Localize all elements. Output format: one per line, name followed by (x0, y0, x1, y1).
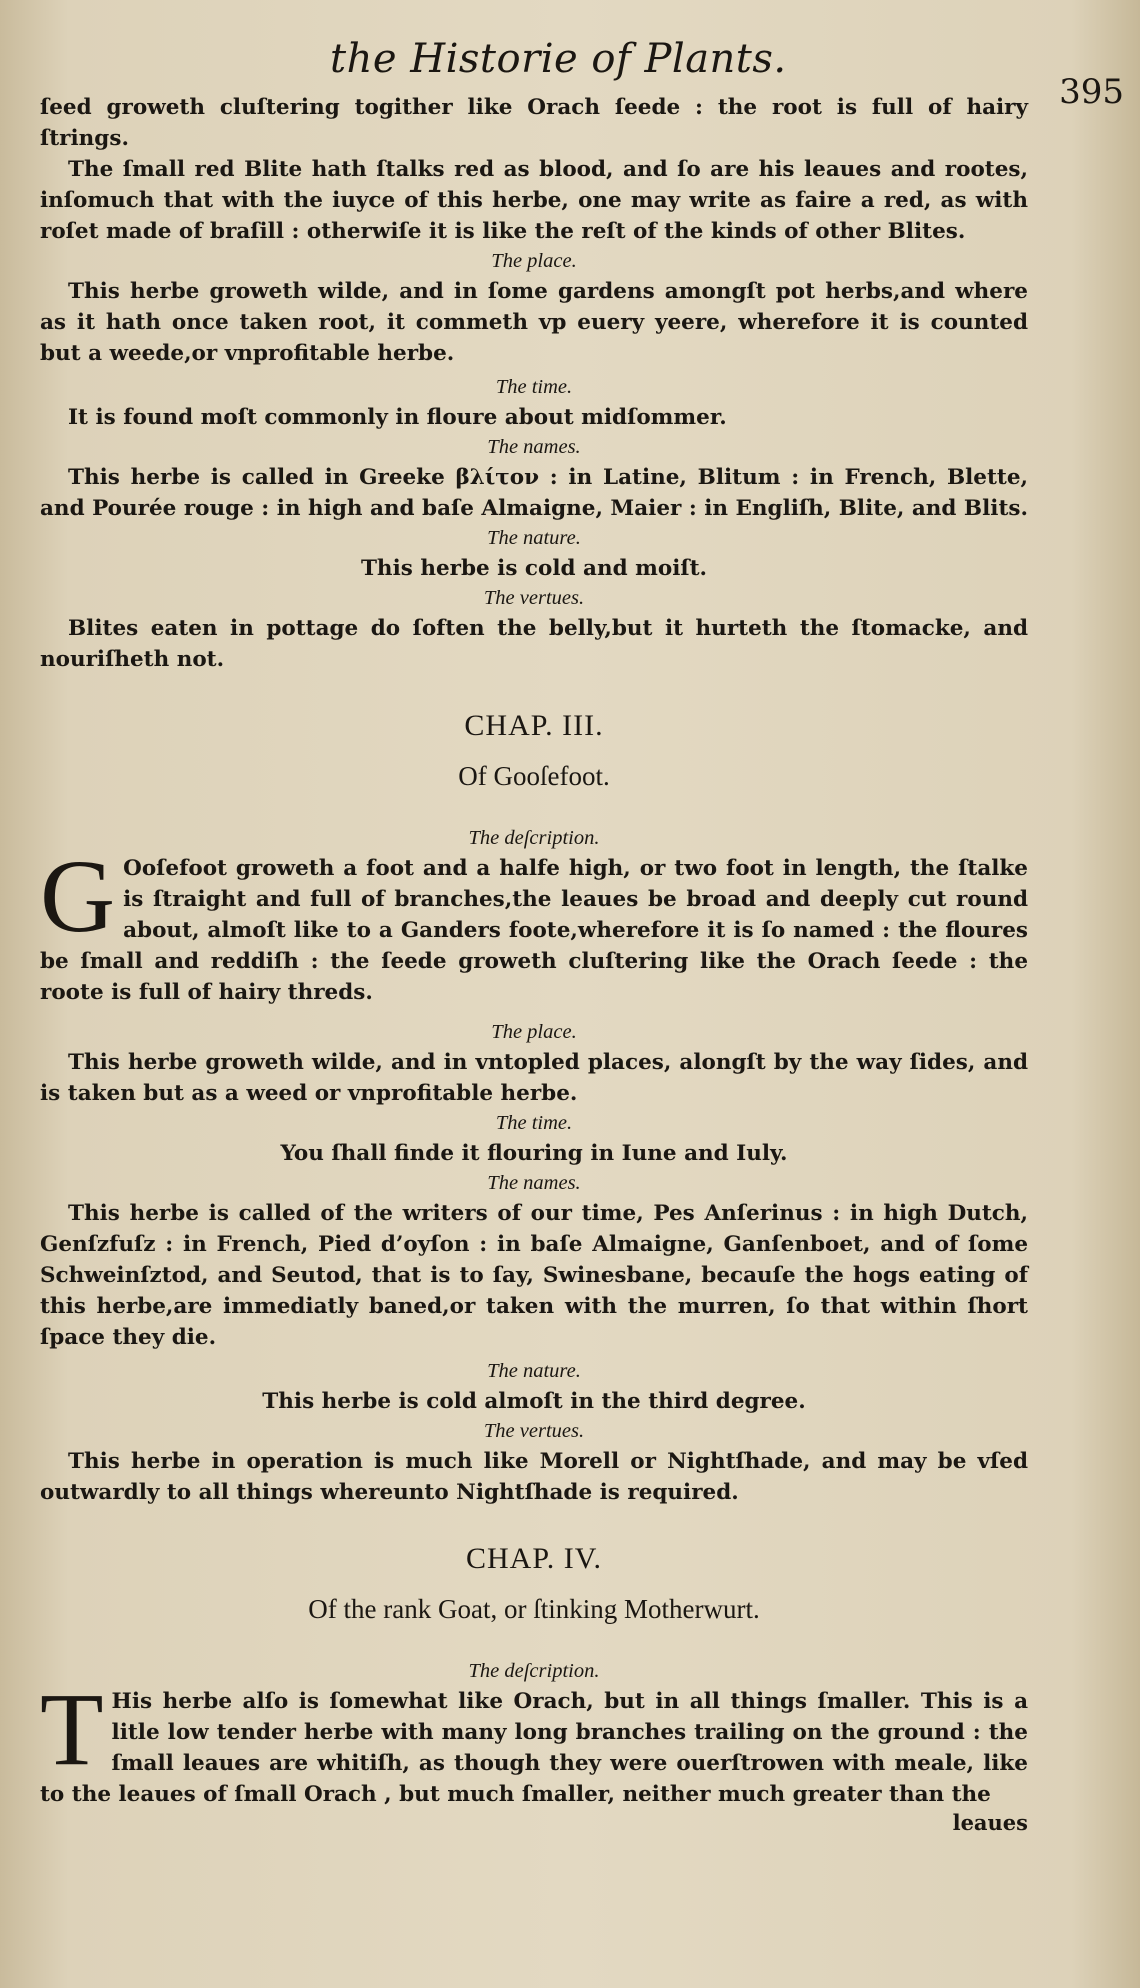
drop-cap: G (40, 839, 116, 954)
blite-names-text: This herbe is called in Greeke βλίτον : in Latine, Blitum : in French, Blette, and Pourée rouge : in high and baſe Almaigne, Maier : in Engliſh, Blite, and Blits. (40, 465, 1028, 521)
nature-text: This herbe is cold almoſt in the third degree. (262, 1389, 806, 1414)
blite-place-heading: The place. (491, 250, 577, 272)
time-heading: The time. (495, 1112, 573, 1134)
time-text: You ſhall finde it flouring in Iune and Iuly. (280, 1141, 788, 1166)
description-body: His herbe alſo is ſomewhat like Orach, but in all things ſmaller. This is a litle low tender herbe with many long branches trailing on the ground : the ſmall leaues are whitiſh, as though they were ouerſtrowen with meale, like to the leaues of ſmall Orach , but much ſmaller, neither much greater than the (40, 1689, 1028, 1807)
blite-nature-heading: The nature. (487, 527, 581, 549)
blite-time-text: It is found moſt commonly in floure about midſommer. (68, 405, 727, 430)
catchword: leaues (952, 1810, 1028, 1835)
vertues-heading: The vertues. (483, 1420, 585, 1442)
blite-nature-text: This herbe is cold and moiſt. (360, 556, 708, 581)
chapter-number: CHAP. IV. (466, 1542, 602, 1575)
names-text: This herbe is called of the writers of our time, Pes Anſerinus : in high Dutch, Genſzfuſz : in French, Pied d’oyſon : in baſe Almaigne, Ganſenboet, and of ſome Schweinſztod, and Seutod, that is to ſay, Swinesbane, becauſe the hogs eating of this herbe,are immediatly baned,or taken with the murren, ſo that within ſhort ſpace they die. (40, 1201, 1028, 1350)
description-text (40, 839, 1028, 1008)
chapter-3 (40, 709, 1028, 1508)
drop-cap: T (40, 1672, 104, 1787)
chapter-number: CHAP. III. (464, 709, 604, 742)
description-heading: The deſcription. (468, 1660, 600, 1682)
description-heading: The deſcription. (468, 827, 600, 849)
blite-vertues-text: Blites eaten in pottage do ſoften the belly,but it hurteth the ſtomacke, and nouriſheth not. (40, 616, 1028, 672)
blite-names-heading: The names. (487, 436, 581, 458)
description-text (40, 1672, 1028, 1810)
chapter-title: Of Gooſefoot. (458, 761, 610, 791)
place-text: This herbe groweth wilde, and in vntopled places, alongſt by the way ſides, and is taken but as a weed or vnprofitable herbe. (40, 1050, 1028, 1106)
nature-heading: The nature. (487, 1360, 581, 1382)
description-body: Ooſefoot groweth a foot and a halfe high, or two foot in length, the ſtalke is ſtraight and full of branches,the leaues be broad and deeply cut round about, almoſt like to a Ganders foote,wherefore it is ſo named : the floures be ſmall and reddiſh : the ſeede groweth cluſtering like the Orach ſeede : the roote is full of hairy threds. (40, 856, 1028, 1005)
chapter-4 (40, 1542, 1028, 1835)
blite-description-small-red: The ſmall red Blite hath ſtalks red as blood, and ſo are his leaues and rootes, inſomuch that with the iuyce of this herbe, one may write as faire a red, as with roſet made of braſill : otherwiſe it is like the reſt of the kinds of other Blites. (40, 157, 1028, 244)
chapter-title: Of the rank Goat, or ſtinking Motherwurt. (308, 1594, 760, 1624)
names-heading: The names. (487, 1172, 581, 1194)
blite-time-heading: The time. (495, 376, 573, 398)
blite-vertues-heading: The vertues. (483, 587, 585, 609)
blite-section (40, 92, 1028, 675)
blite-description-end: ſeed groweth cluſtering togither like Orach ſeede : the root is full of hairy ſtrings. (40, 95, 1028, 151)
vertues-text: This herbe in operation is much like Morell or Nightſhade, and may be vſed outwardly to all things whereunto Nightſhade is required. (40, 1449, 1028, 1505)
blite-place-text: This herbe groweth wilde, and in ſome gardens amongſt pot herbs,and where as it hath once taken root, it commeth vp euery yeere, wherefore it is counted but a weede,or vnprofitable herbe. (40, 279, 1028, 366)
running-head (40, 36, 1124, 112)
place-heading: The place. (491, 1021, 577, 1043)
page-number: 395 (1059, 72, 1124, 112)
running-title: the Historie of Plants. (330, 36, 787, 82)
